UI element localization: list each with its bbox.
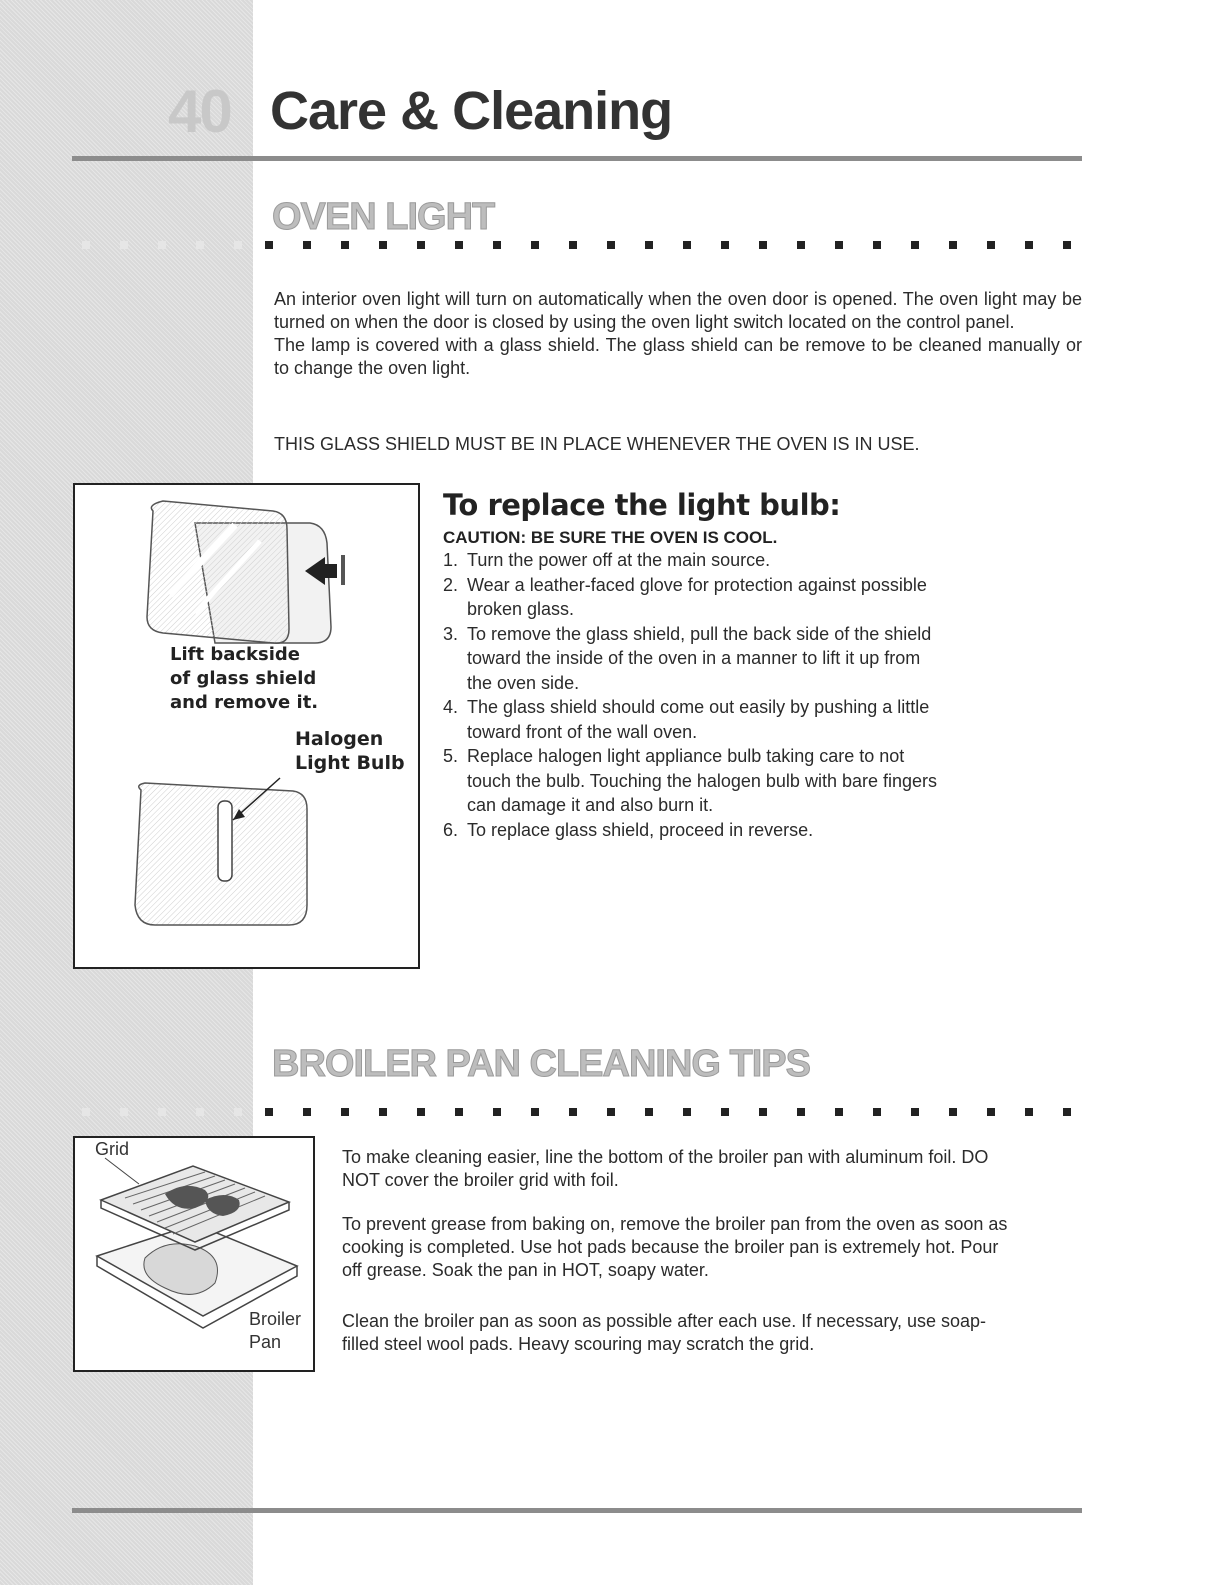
broiler-paragraph: Clean the broiler pan as soon as possible after each use. If necessary, use soap-filled steel wool pads. Heavy scouring may scratch the grid. bbox=[342, 1311, 987, 1354]
broiler-pan-figure bbox=[73, 1136, 315, 1372]
list-item bbox=[443, 548, 943, 573]
broiler-pan-label bbox=[249, 1308, 301, 1354]
page-number: 40 bbox=[168, 78, 231, 145]
step-number: 5. bbox=[443, 746, 459, 766]
section-title-broiler: BROILER PAN CLEANING TIPS bbox=[272, 1043, 810, 1085]
halogen-bulb-label-line: Halogen bbox=[295, 728, 384, 750]
footer-rule bbox=[72, 1508, 1082, 1513]
lift-shield-label-line: Lift backside bbox=[170, 644, 300, 665]
caution-text: CAUTION: BE SURE THE OVEN IS COOL. bbox=[443, 528, 778, 547]
glass-shield-illustration bbox=[75, 485, 418, 967]
replace-bulb-heading: To replace the light bulb: bbox=[443, 488, 841, 522]
intro-paragraph: An interior oven light will turn on automatically when the oven door is opened. The oven light may be turned on when the door is closed by using the oven light switch located on the control panel. bbox=[274, 289, 1082, 332]
oven-light-intro bbox=[274, 288, 1082, 380]
step-number: 1. bbox=[443, 550, 459, 570]
grid-label: Grid bbox=[95, 1139, 130, 1159]
list-item bbox=[443, 573, 943, 622]
step-text: Replace halogen light appliance bulb taking care to not touch the bulb. Touching the halogen bulb with bare fingers can damage it and also burn it. bbox=[467, 746, 938, 815]
list-item bbox=[443, 695, 943, 744]
halogen-bulb-label-line: Light Bulb bbox=[295, 752, 405, 774]
halogen-bulb-label bbox=[295, 727, 405, 775]
replace-bulb-steps bbox=[443, 548, 943, 842]
broiler-pan-label-line: Broiler bbox=[249, 1309, 302, 1329]
broiler-pan-label-line: Pan bbox=[249, 1332, 282, 1352]
lift-shield-label-line: of glass shield bbox=[170, 668, 317, 689]
list-item bbox=[443, 744, 943, 818]
page-title: Care & Cleaning bbox=[270, 81, 673, 141]
step-number: 4. bbox=[443, 697, 459, 717]
step-text: Wear a leather-faced glove for protection against possible broken glass. bbox=[467, 574, 927, 619]
lift-shield-label-line: and remove it. bbox=[170, 692, 319, 713]
list-item bbox=[443, 818, 943, 843]
intro-paragraph: The lamp is covered with a glass shield. The glass shield can be remove to be cleaned manually or to change the oven light. bbox=[274, 335, 1082, 378]
broiler-paragraph: To prevent grease from baking on, remove the broiler pan from the oven as soon as cooking is completed. Use hot pads because the broiler pan is extremely hot. Pour off grease. Soak the pan in HOT, soapy water. bbox=[342, 1214, 1008, 1280]
header-rule bbox=[72, 156, 1082, 161]
dotted-divider bbox=[0, 240, 1082, 250]
section-title-oven-light: OVEN LIGHT bbox=[272, 196, 495, 238]
step-number: 3. bbox=[443, 623, 459, 644]
lift-shield-label bbox=[170, 643, 318, 715]
step-number: 6. bbox=[443, 819, 459, 840]
glass-shield-warning: THIS GLASS SHIELD MUST BE IN PLACE WHENEVER THE OVEN IS IN USE. bbox=[274, 434, 920, 454]
light-bulb-figure bbox=[73, 483, 420, 969]
broiler-paragraph: To make cleaning easier, line the bottom of the broiler pan with aluminum foil. DO NOT cover the broiler grid with foil. bbox=[342, 1147, 989, 1190]
step-text: To remove the glass shield, pull the back side of the shield toward the inside of the oven in a manner to lift it up from the oven side. bbox=[467, 623, 932, 693]
dotted-divider bbox=[0, 1107, 1082, 1117]
step-number: 2. bbox=[443, 574, 459, 595]
step-text: Turn the power off at the main source. bbox=[467, 550, 771, 570]
list-item bbox=[443, 622, 943, 696]
step-text: To replace glass shield, proceed in reverse. bbox=[467, 819, 814, 840]
step-text: The glass shield should come out easily by pushing a little toward front of the wall oven. bbox=[467, 697, 930, 742]
